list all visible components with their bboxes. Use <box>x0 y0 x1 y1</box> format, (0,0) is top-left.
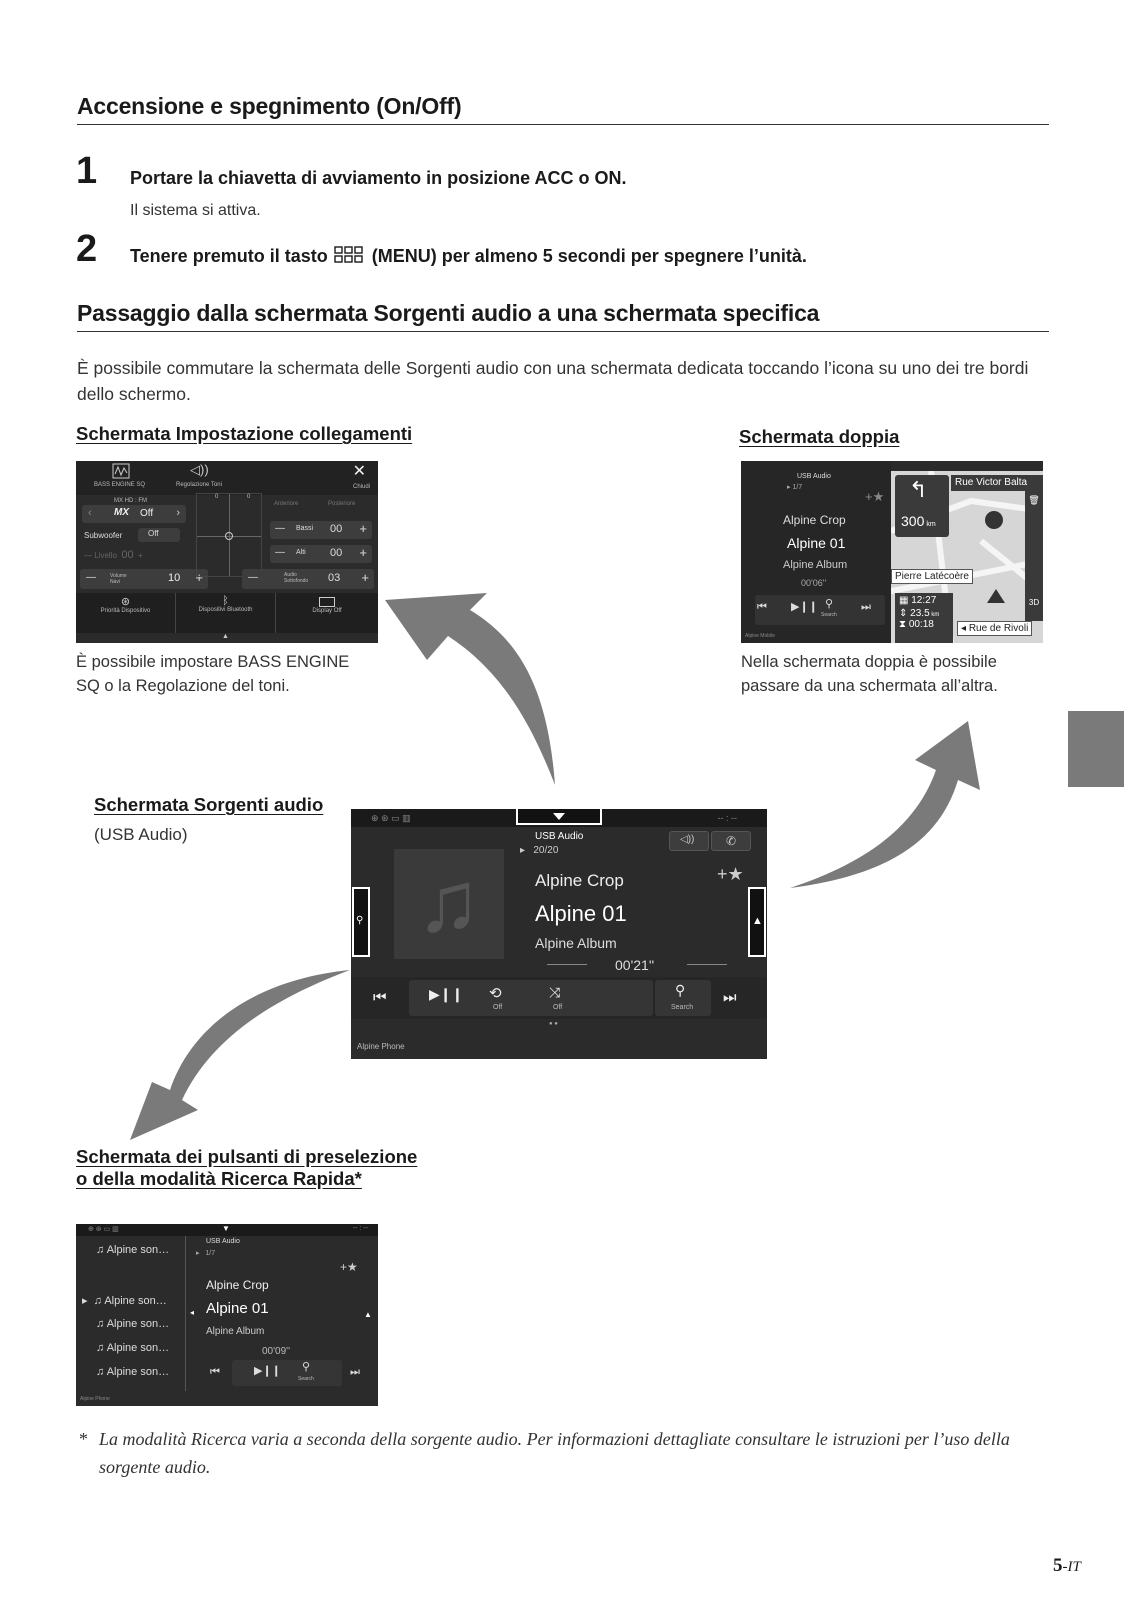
right-edge-button[interactable] <box>748 887 766 957</box>
chevron-down-icon[interactable]: ▼ <box>222 1224 230 1233</box>
music-note-icon: ♫ <box>96 1244 105 1256</box>
fader-value: 0 <box>215 494 219 500</box>
tab-bass-engine[interactable]: BASS ENGINE SQ <box>94 482 146 488</box>
dual-caption-line1: Nella schermata doppia è possibile <box>741 653 997 671</box>
artist: Alpine Crop <box>783 513 846 527</box>
mx-source: MX HD : FM <box>114 498 147 504</box>
shuffle-label[interactable]: Off <box>553 1004 563 1011</box>
search-button[interactable] <box>655 980 711 1016</box>
minus-icon[interactable]: — <box>275 547 285 558</box>
music-note-icon: ♫ <box>96 1366 105 1378</box>
phone-button[interactable] <box>711 831 751 851</box>
music-note-icon: ♫ <box>96 1318 105 1330</box>
shortcut-caption-line2: SQ o la Regolazione del toni. <box>76 677 290 695</box>
track-number: 1/7 <box>205 1250 216 1257</box>
preset-screen-label <box>76 1146 417 1190</box>
treble-label: Alti <box>296 549 306 556</box>
level-value: 00 <box>121 549 134 561</box>
chevron-down-icon[interactable] <box>553 813 565 820</box>
next-icon[interactable]: ⏭ <box>350 1366 360 1378</box>
street-name-bottom-text: Rue de Rivoli <box>968 623 1029 634</box>
rear-label[interactable]: Posteriore <box>328 501 356 507</box>
repeat-icon[interactable]: ⟲ <box>489 985 502 1002</box>
quick-search-list <box>76 1236 186 1391</box>
status-bar <box>76 1224 378 1236</box>
bluetooth-icon: ᛒ <box>222 595 229 607</box>
remaining-distance: 23.5 <box>910 608 930 619</box>
tone-icon[interactable]: ◁)) <box>190 462 209 477</box>
search-icon[interactable]: ⚲ <box>302 1361 311 1373</box>
play-pause-icon[interactable]: ▶❙❙ <box>791 601 818 613</box>
chevron-left-icon[interactable]: ‹ <box>88 507 92 519</box>
music-note-icon: ♫ <box>416 854 481 950</box>
track-counter: ▸ 1/7 <box>787 484 803 491</box>
chevron-up-icon[interactable]: ▲ <box>222 633 229 640</box>
intro-paragraph: È possibile commutare la schermata delle Sorgenti audio con una schermata dedicata toccando l’icona su uno dei tre bordi dello schermo. <box>77 358 1029 404</box>
minus-icon[interactable]: — <box>275 523 285 534</box>
play-pause-icon[interactable]: ▶❙❙ <box>429 986 464 1002</box>
close-icon[interactable]: ✕ <box>352 463 366 480</box>
top-edge-button[interactable] <box>516 809 602 825</box>
source-label: USB Audio <box>535 831 584 842</box>
close-label[interactable]: Chiudi <box>352 484 370 490</box>
control-group <box>232 1360 342 1386</box>
minus-icon[interactable]: — <box>248 572 258 583</box>
shortcut-caption-line1: È possibile impostare BASS ENGINE <box>76 653 350 671</box>
search-icon[interactable]: ⚲ <box>356 915 364 926</box>
mx-value: Off <box>140 508 154 519</box>
plus-icon[interactable]: + <box>359 545 367 560</box>
track-counter: ▸ 20/20 <box>520 845 559 856</box>
device-priority-label: Priorità Dispositivo <box>100 608 151 614</box>
arrow-to-preset-icon <box>130 970 350 1140</box>
page-dots: ● ● <box>549 1021 558 1027</box>
audio-background-label: Audio Sottofondo <box>284 572 309 584</box>
track-number: 20/20 <box>533 845 559 856</box>
balance-value: 0 <box>247 494 251 500</box>
footnote <box>79 1425 1039 1481</box>
list-item-label: Alpine son… <box>104 1295 167 1307</box>
device-label: Alpine Phone <box>80 1396 110 1402</box>
play-pause-icon[interactable]: ▶❙❙ <box>254 1365 281 1377</box>
page-language-suffix: -IT <box>1062 1559 1081 1575</box>
list-item[interactable] <box>96 1244 169 1256</box>
track-number: 1/7 <box>792 484 803 491</box>
subwoofer-label: Subwoofer <box>84 531 123 540</box>
dual-caption-line2: passare da una schermata all’altra. <box>741 677 998 695</box>
minus-icon[interactable]: — <box>86 572 96 583</box>
list-item[interactable]: ▸ ♫ Alpine son… <box>82 1295 167 1307</box>
step-number: 2 <box>76 228 98 270</box>
street-name-top: Rue Victor Balta <box>951 475 1043 491</box>
list-item-label: Alpine son… <box>106 1318 170 1330</box>
search-icon[interactable]: ⚲ <box>825 598 834 610</box>
preset-screen <box>76 1224 378 1406</box>
artist: Alpine Crop <box>206 1278 269 1292</box>
audio-source-screen <box>351 809 767 1059</box>
repeat-label[interactable]: Off <box>493 1004 503 1011</box>
source-label: USB Audio <box>206 1238 240 1245</box>
step-number: 1 <box>76 150 98 192</box>
turn-distance-unit: km <box>926 521 936 528</box>
level-control: — Livello 00 + <box>84 549 143 561</box>
chevron-up-icon[interactable]: ▲ <box>752 915 763 927</box>
list-item[interactable] <box>96 1342 169 1354</box>
step-text: Portare la chiavetta di avviamento in posizione ACC o ON. <box>130 168 627 188</box>
front-label[interactable]: Anteriore <box>274 501 299 507</box>
plus-icon[interactable]: + <box>359 521 367 536</box>
favorite-icon[interactable]: +★ <box>865 489 885 504</box>
section-heading-switch: Passaggio dalla schermata Sorgenti audio a una schermata specifica <box>77 300 1049 332</box>
step-text-after: (MENU) per almeno 5 secondi per spegnere l’unità. <box>371 246 807 266</box>
volume-navi-value: 10 <box>168 572 181 584</box>
chevron-left-icon[interactable]: ◂ <box>190 1308 195 1317</box>
album: Alpine Album <box>783 559 848 571</box>
subwoofer-value: Off <box>148 529 159 538</box>
source-screen-sublabel: (USB Audio) <box>94 825 188 844</box>
eta: 12:27 <box>911 595 937 606</box>
elapsed-time: 00'21'' <box>615 957 655 973</box>
list-item-label: Alpine son… <box>106 1244 170 1256</box>
left-edge-button[interactable] <box>352 887 370 957</box>
step-text-before: Tenere premuto il tasto <box>130 246 328 266</box>
section-heading-power: Accensione e spegnimento (On/Off) <box>77 93 1049 125</box>
duration-icon: ⧗ <box>899 619 907 630</box>
arrow-to-dual-icon <box>790 721 980 888</box>
plus-icon[interactable]: + <box>195 570 203 585</box>
preset-screen-label-line2: o della modalità Ricerca Rapida* <box>76 1168 362 1189</box>
treble-value: 00 <box>330 547 343 559</box>
status-icons: ⊕ ⊛ ▭ ▥ <box>371 813 411 823</box>
album-art <box>394 849 504 959</box>
source-label: USB Audio <box>797 473 831 480</box>
step-result: Il sistema si attiva. <box>130 202 261 219</box>
street-label: Pierre Latécoère <box>891 569 973 584</box>
album: Alpine Album <box>535 935 617 951</box>
level-label: Livello <box>94 551 117 560</box>
volume-button[interactable] <box>669 831 709 851</box>
speaker-icon: ◁)) <box>680 834 695 845</box>
search-label[interactable]: Search <box>298 1376 314 1382</box>
next-icon[interactable]: ⏭ <box>861 601 871 613</box>
artist: Alpine Crop <box>535 871 624 890</box>
music-note-icon: ♫ <box>96 1342 105 1354</box>
control-group <box>409 980 653 1016</box>
transport-bar <box>206 1360 372 1386</box>
elapsed-time: 00'09'' <box>262 1346 290 1357</box>
trash-icon[interactable]: 🗑 <box>1028 495 1040 505</box>
search-label[interactable]: Search <box>821 612 837 618</box>
phone-icon: ✆ <box>726 834 737 848</box>
list-item[interactable] <box>96 1318 169 1330</box>
shortcut-screen-label: Schermata Impostazione collegamenti <box>76 423 413 444</box>
bass-value: 00 <box>330 523 343 535</box>
search-icon: ⚲ <box>675 982 686 998</box>
dual-screen-label: Schermata doppia <box>739 426 900 447</box>
turn-arrow-icon: ↰ <box>909 477 928 502</box>
eta-icon: ▦ <box>899 595 909 606</box>
bluetooth-devices-label: Dispositivi Bluetooth <box>198 607 253 613</box>
previous-icon[interactable]: ⏮ <box>210 1366 220 1378</box>
progress-right <box>687 964 727 965</box>
chevron-up-icon[interactable]: ▲ <box>364 1310 372 1319</box>
song-title: Alpine 01 <box>787 535 846 551</box>
song-title: Alpine 01 <box>535 901 627 926</box>
turn-distance-value: 300 <box>901 513 925 529</box>
remaining-unit: km <box>931 612 940 618</box>
elapsed-time: 00'06'' <box>801 578 827 588</box>
street-name-bottom: ◂ Rue de Rivoli <box>957 621 1032 636</box>
album: Alpine Album <box>206 1326 265 1337</box>
transport-bar <box>351 977 767 1019</box>
search-label: Search <box>671 1004 694 1011</box>
bass-label: Bassi <box>296 525 314 532</box>
clock: -- : -- <box>717 813 737 823</box>
progress-left <box>547 964 587 965</box>
map-3d-button[interactable]: 3D <box>1028 598 1040 607</box>
audio-background-value: 03 <box>328 572 341 584</box>
favorite-icon[interactable]: +★ <box>717 864 744 884</box>
list-item[interactable] <box>96 1366 169 1378</box>
previous-icon[interactable]: ⏮ <box>757 601 767 613</box>
footnote-text: La modalità Ricerca varia a seconda della sorgente audio. Per informazioni dettagliate consultare le istruzioni per l’uso della sorgente audio. <box>99 1429 1010 1477</box>
status-icons: ⊕ ⊛ ▭ ▥ <box>88 1226 119 1233</box>
source-screen-label: Schermata Sorgenti audio <box>94 794 324 815</box>
footnote-mark: * <box>79 1429 88 1449</box>
chevron-right-icon[interactable]: › <box>176 507 180 519</box>
device-label: Alpine Mobile <box>745 633 776 639</box>
song-title: Alpine 01 <box>206 1300 269 1317</box>
plus-icon[interactable]: + <box>361 570 369 585</box>
arrow-to-shortcut-icon <box>385 593 555 785</box>
shuffle-icon[interactable]: ⤨ <box>549 984 561 1000</box>
track-counter: ▸ 1/7 <box>196 1250 216 1257</box>
device-priority-icon: ⊛ <box>120 596 131 608</box>
device-label: Alpine Phone <box>357 1042 405 1051</box>
distance-icon: ⇕ <box>899 608 908 619</box>
clock: -- : -- <box>352 1225 368 1232</box>
volume-navi-label: Volume Navi <box>110 573 127 585</box>
favorite-icon[interactable]: +★ <box>340 1260 358 1274</box>
preset-screen-label-line1: Schermata dei pulsanti di preselezione <box>76 1146 418 1167</box>
music-note-icon: ♫ <box>93 1295 102 1307</box>
page-number-value: 5 <box>1053 1555 1063 1576</box>
mx-logo: MX <box>114 507 129 518</box>
previous-icon[interactable]: ⏮ <box>373 989 387 1006</box>
list-item-label: Alpine son… <box>106 1366 170 1378</box>
page-number <box>1053 1555 1081 1577</box>
next-icon[interactable]: ⏭ <box>723 989 737 1006</box>
remaining-time: 00:18 <box>908 619 934 630</box>
tab-tone[interactable]: Regolazione Toni <box>176 482 222 488</box>
list-item-label: Alpine son… <box>106 1342 170 1354</box>
display-off-label: Display Off <box>312 608 342 614</box>
